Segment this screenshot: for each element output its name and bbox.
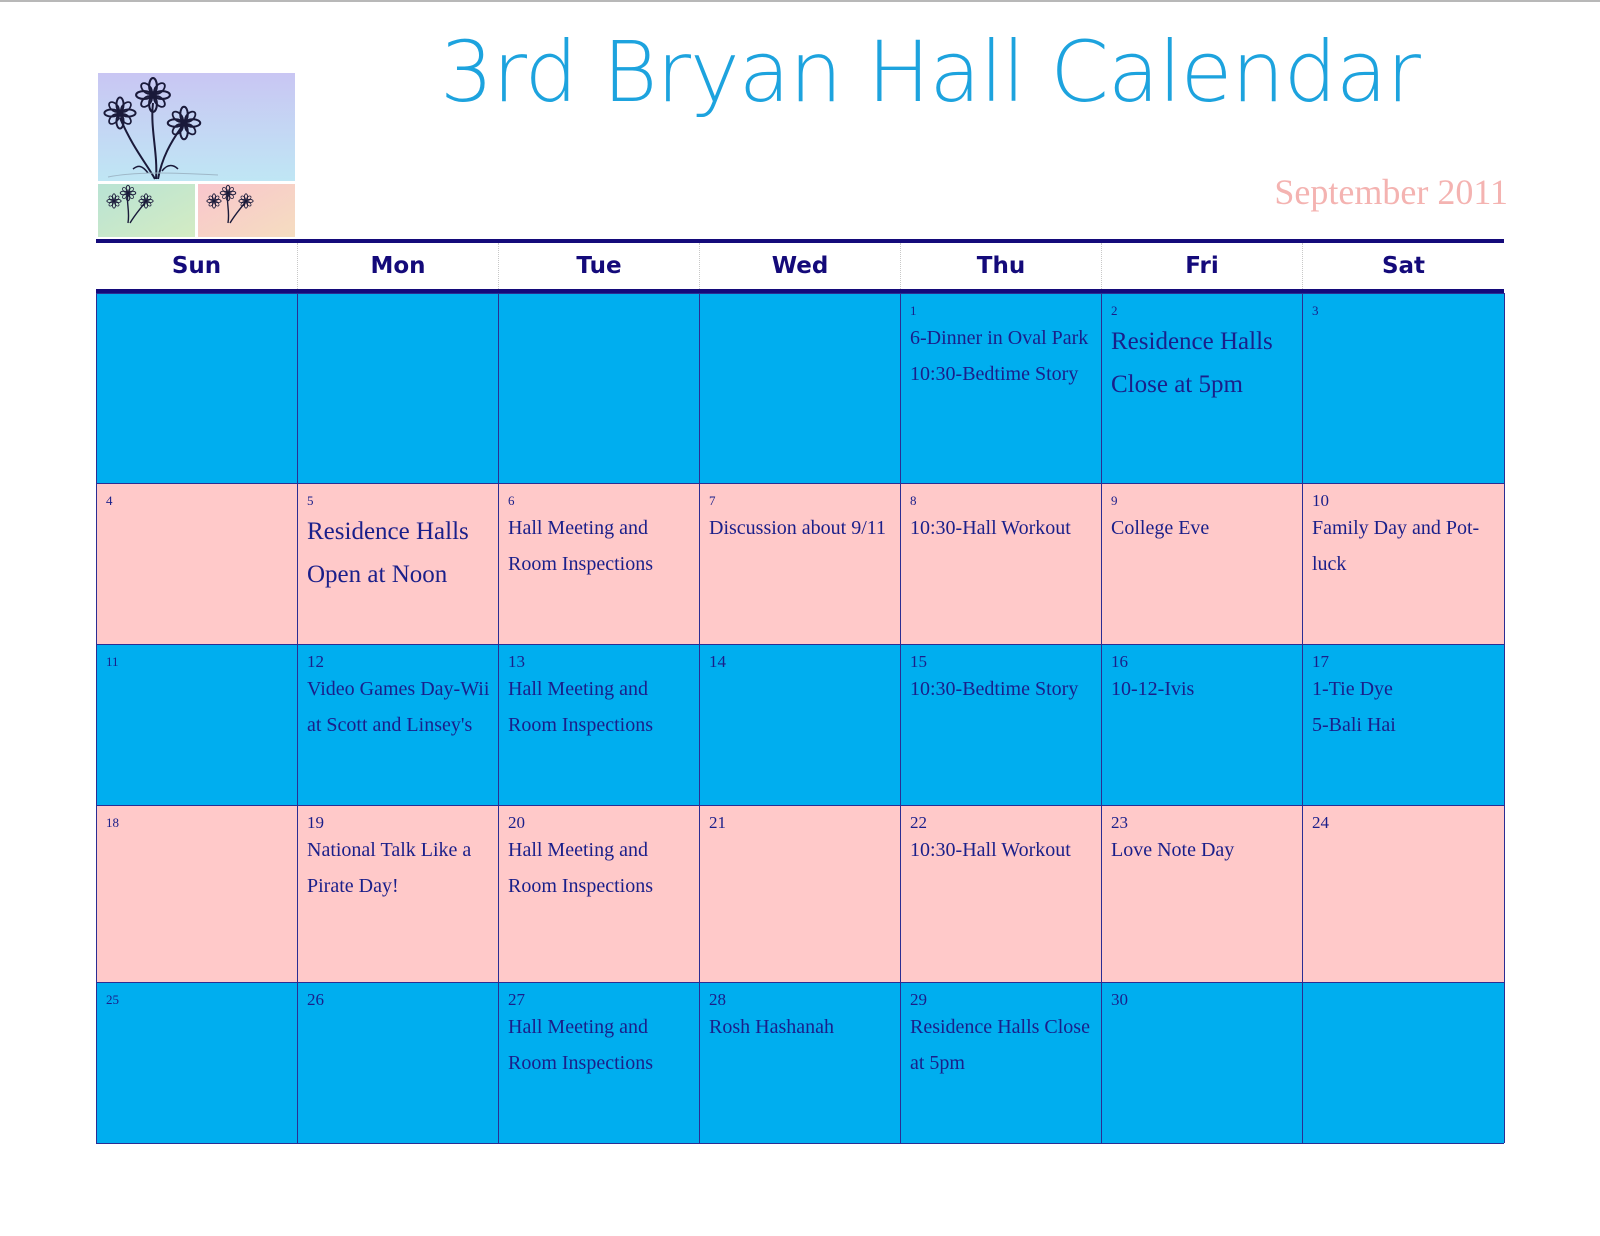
day-cell [901,293,1102,483]
day-number: 23 [1111,813,1128,832]
event-text: Discussion about 9/11 [709,517,887,539]
day-number: 5 [307,493,314,508]
page-title: 3rd Bryan Hall Calendar [440,23,1420,121]
day-number: 19 [307,813,324,832]
day-number: 6 [508,493,515,508]
day-cell [298,644,499,805]
day-cell [1102,483,1303,644]
day-number: 25 [106,992,119,1007]
day-number: 28 [709,990,726,1009]
day-cell [700,293,901,483]
weekday-header [96,243,1504,293]
day-number [307,302,490,320]
event-text: Hall Meeting and Room Inspections [508,678,653,736]
day-number: 2 [1111,303,1118,318]
weekday-thu: Thu [900,243,1101,289]
day-cell [97,293,298,483]
day-number: 7 [709,493,716,508]
event-text: 10-12-Ivis [1111,678,1195,700]
day-cell [1303,805,1505,982]
event-text: 1-Tie Dye 5-Bali Hai [1312,678,1396,736]
day-number: 8 [910,493,917,508]
weekday-fri: Fri [1101,243,1302,289]
event-text: Rosh Hashanah [709,1016,834,1038]
day-number: 14 [709,652,726,671]
day-cell [901,805,1102,982]
event-text: 6-Dinner in Oval Park 10:30-Bedtime Story [910,327,1089,385]
top-rule [0,0,1600,2]
event-text: Hall Meeting and Room Inspections [508,517,653,575]
day-cell [1303,982,1505,1143]
day-cell [1102,644,1303,805]
event-text: Residence Halls Open at Noon [307,518,469,588]
calendar [96,239,1504,1144]
day-number: 26 [307,990,324,1009]
day-number: 13 [508,652,525,671]
day-cell [1303,483,1505,644]
month-label: September 2011 [1274,172,1508,212]
day-number: 21 [709,813,726,832]
weekday-mon: Mon [297,243,498,289]
day-number: 11 [106,654,119,669]
event-text: Hall Meeting and Room Inspections [508,839,653,897]
day-cell [499,483,700,644]
day-cell [499,293,700,483]
day-cell [298,982,499,1143]
day-cell [1102,293,1303,483]
day-number: 9 [1111,493,1118,508]
day-number: 12 [307,652,324,671]
day-cell [499,644,700,805]
day-cell [298,805,499,982]
day-number: 17 [1312,652,1329,671]
day-cell [700,483,901,644]
day-cell [1303,644,1505,805]
event-text: Love Note Day [1111,839,1235,861]
day-number [508,302,691,320]
day-cell [1102,805,1303,982]
day-cell [97,644,298,805]
day-cell [97,805,298,982]
day-number: 1 [910,303,917,318]
weekday-sun: Sun [171,253,222,279]
day-number: 3 [1312,303,1319,318]
day-cell [499,982,700,1143]
weekday-sat: Sat [1302,243,1504,289]
event-text: Family Day and Pot-luck [1312,517,1480,575]
event-text: Video Games Day-Wii at Scott and Linsey's [307,678,490,736]
day-cell [901,982,1102,1143]
day-number: 16 [1111,652,1128,671]
day-number: 18 [106,815,119,830]
event-text: 10:30-Bedtime Story [910,678,1079,700]
day-cell [1102,982,1303,1143]
day-number: 20 [508,813,525,832]
day-number [709,302,892,320]
day-number [106,302,289,320]
day-cell [1303,293,1505,483]
event-text: 10:30-Hall Workout [910,839,1071,861]
day-cell [901,483,1102,644]
day-cell [700,982,901,1143]
day-number: 29 [910,990,927,1009]
flowers-icon [98,73,295,237]
day-cell [700,644,901,805]
event-text: National Talk Like a Pirate Day! [307,839,472,897]
day-number: 27 [508,990,525,1009]
day-cell [97,483,298,644]
event-text: Residence Halls Close at 5pm [1111,328,1273,398]
day-number: 22 [910,813,927,832]
event-text: College Eve [1111,517,1210,539]
event-text: Residence Halls Close at 5pm [910,1016,1090,1074]
day-cell [901,644,1102,805]
day-number [1312,991,1496,1009]
day-number: 10 [1312,491,1329,510]
event-text: Hall Meeting and Room Inspections [508,1016,653,1074]
day-cell [298,293,499,483]
day-cell [298,483,499,644]
day-cell [499,805,700,982]
day-cell [700,805,901,982]
day-number: 24 [1312,813,1329,832]
day-cell [97,982,298,1143]
calendar-grid [96,293,1504,1144]
day-number: 4 [106,493,113,508]
day-number: 30 [1111,990,1128,1009]
weekday-tue: Tue [498,243,699,289]
weekday-wed: Wed [699,243,900,289]
event-text: 10:30-Hall Workout [910,517,1071,539]
day-number: 15 [910,652,927,671]
